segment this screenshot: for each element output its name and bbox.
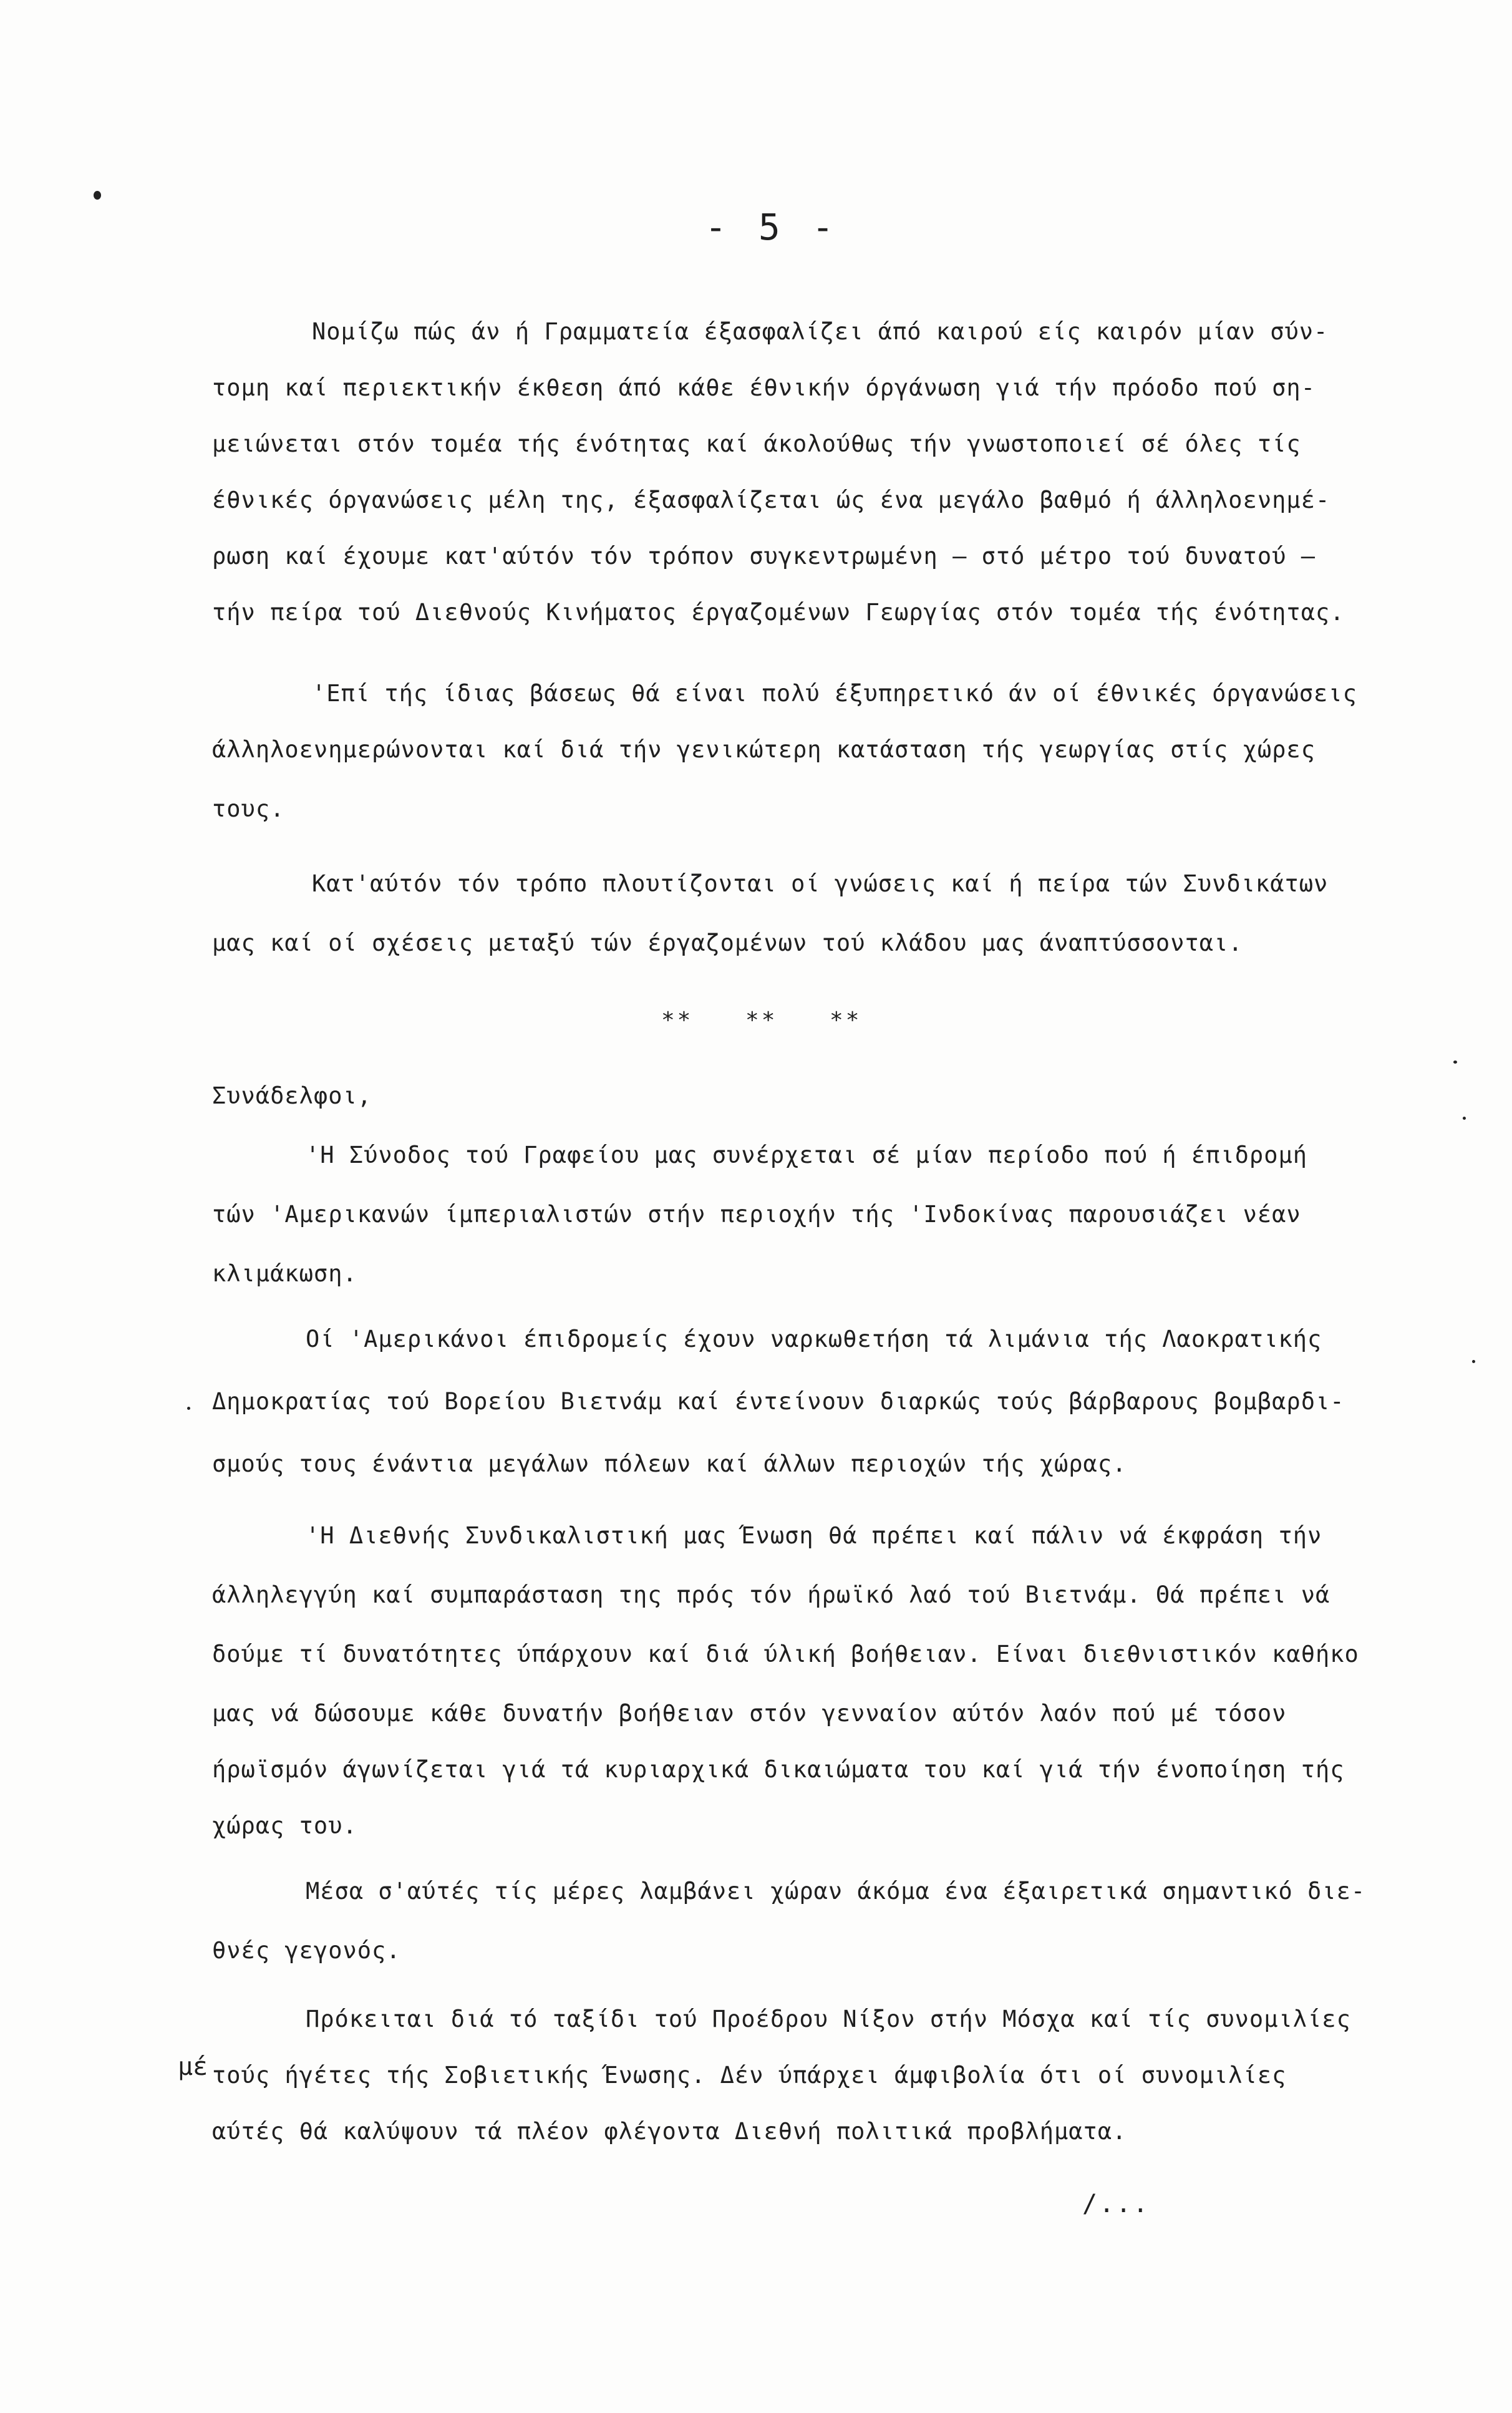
ink-speck [1472,1360,1475,1363]
ink-speck [187,1407,190,1410]
text-line: αύτές θά καλύψουν τά πλέον φλέγοντα Διεθνή πολιτικά προβλήματα. [212,2118,1127,2145]
ink-speck [1463,1117,1466,1120]
ink-speck [1453,1061,1457,1064]
text-line: μας καί οί σχέσεις μεταξύ τών έργαζομένων τού κλάδου μας άναπτύσσονται. [212,930,1243,956]
text-line: Νομίζω πώς άν ή Γραμματεία έξασφαλίζει άπό καιρού είς καιρόν μίαν σύν- [312,318,1329,345]
text-line: Οί 'Αμερικάνοι έπιδρομείς έχουν ναρκωθετήση τά λιμάνια τής Λαοκρατικής [306,1326,1322,1352]
ink-speck [94,191,101,200]
page-number: - 5 - [705,206,839,248]
text-line: άλληλεγγύη καί συμπαράσταση της πρός τόν ήρωϊκό λαό τού Βιετνάμ. Θά πρέπει νά [212,1581,1330,1608]
text-line: ήρωϊσμόν άγωνίζεται γιά τά κυριαρχικά δικαιώματα του καί γιά τήν ένοποίηση τής [212,1756,1345,1783]
text-line: Μέσα σ'αύτές τίς μέρες λαμβάνει χώραν άκόμα ένα έξαιρετικά σημαντικό διε- [306,1878,1366,1905]
text-line: Πρόκειται διά τό ταξίδι τού Προέδρου Νίξον στήν Μόσχα καί τίς συνομιλίες [306,2006,1351,2032]
text-line: άλληλοενημερώνονται καί διά τήν γενικώτερη κατάσταση τής γεωργίας στίς χώρες [212,736,1316,763]
continuation-mark: /... [1082,2190,1150,2218]
salutation: Συνάδελφοι, [212,1082,372,1109]
text-line: τομη καί περιεκτικήν έκθεση άπό κάθε έθνικήν όργάνωση γιά τήν πρόοδο πού ση- [212,374,1316,401]
text-line: 'Επί τής ίδιας βάσεως θά είναι πολύ έξυπηρετικό άν οί έθνικές όργανώσεις [312,680,1357,707]
text-line: τους. [212,795,285,822]
text-line: Κατ'αύτόν τόν τρόπο πλουτίζονται οί γνώσεις καί ή πείρα τών Συνδικάτων [312,870,1329,897]
text-line: τών 'Αμερικανών ίμπεριαλιστών στήν περιοχήν τής 'Ινδοκίνας παρουσιάζει νέαν [212,1201,1301,1228]
text-line: κλιμάκωση. [212,1260,357,1287]
text-line: δούμε τί δυνατότητες ύπάρχουν καί διά ύλική βοήθειαν. Είναι διεθνιστικόν καθήκο [212,1641,1359,1668]
text-line: χώρας του. [212,1812,357,1839]
text-line: σμούς τους ένάντια μεγάλων πόλεων καί άλλων περιοχών τής χώρας. [212,1450,1127,1477]
handwritten-margin-note: μέ [178,2052,208,2081]
text-line: τούς ήγέτες τής Σοβιετικής Ένωσης. Δέν ύπάρχει άμφιβολία ότι οί συνομιλίες [212,2062,1287,2089]
text-line: μειώνεται στόν τομέα τής ένότητας καί άκολούθως τήν γνωστοποιεί σέ όλες τίς [212,430,1301,457]
text-line: μας νά δώσουμε κάθε δυνατήν βοήθειαν στόν γενναίον αύτόν λαόν πού μέ τόσον [212,1700,1287,1727]
text-line: 'Η Σύνοδος τού Γραφείου μας συνέρχεται σέ μίαν περίοδο πού ή έπιδρομή [306,1142,1308,1168]
text-line: θνές γεγονός. [212,1937,401,1964]
section-separator: ** ** ** [661,1007,862,1033]
text-line: 'Η Διεθνής Συνδικαλιστική μας Ένωση θά πρέπει καί πάλιν νά έκφράση τήν [306,1522,1322,1549]
text-line: τήν πείρα τού Διεθνούς Κινήματος έργαζομένων Γεωργίας στόν τομέα τής ένότητας. [212,599,1345,626]
text-line: ρωση καί έχουμε κατ'αύτόν τόν τρόπον συγκεντρωμένη – στό μέτρο τού δυνατού – [212,543,1316,570]
text-line: Δημοκρατίας τού Βορείου Βιετνάμ καί έντείνουν διαρκώς τούς βάρβαρους βομβαρδι- [212,1388,1345,1415]
text-line: έθνικές όργανώσεις μέλη της, έξασφαλίζεται ώς ένα μεγάλο βαθμό ή άλληλοενημέ- [212,487,1330,513]
